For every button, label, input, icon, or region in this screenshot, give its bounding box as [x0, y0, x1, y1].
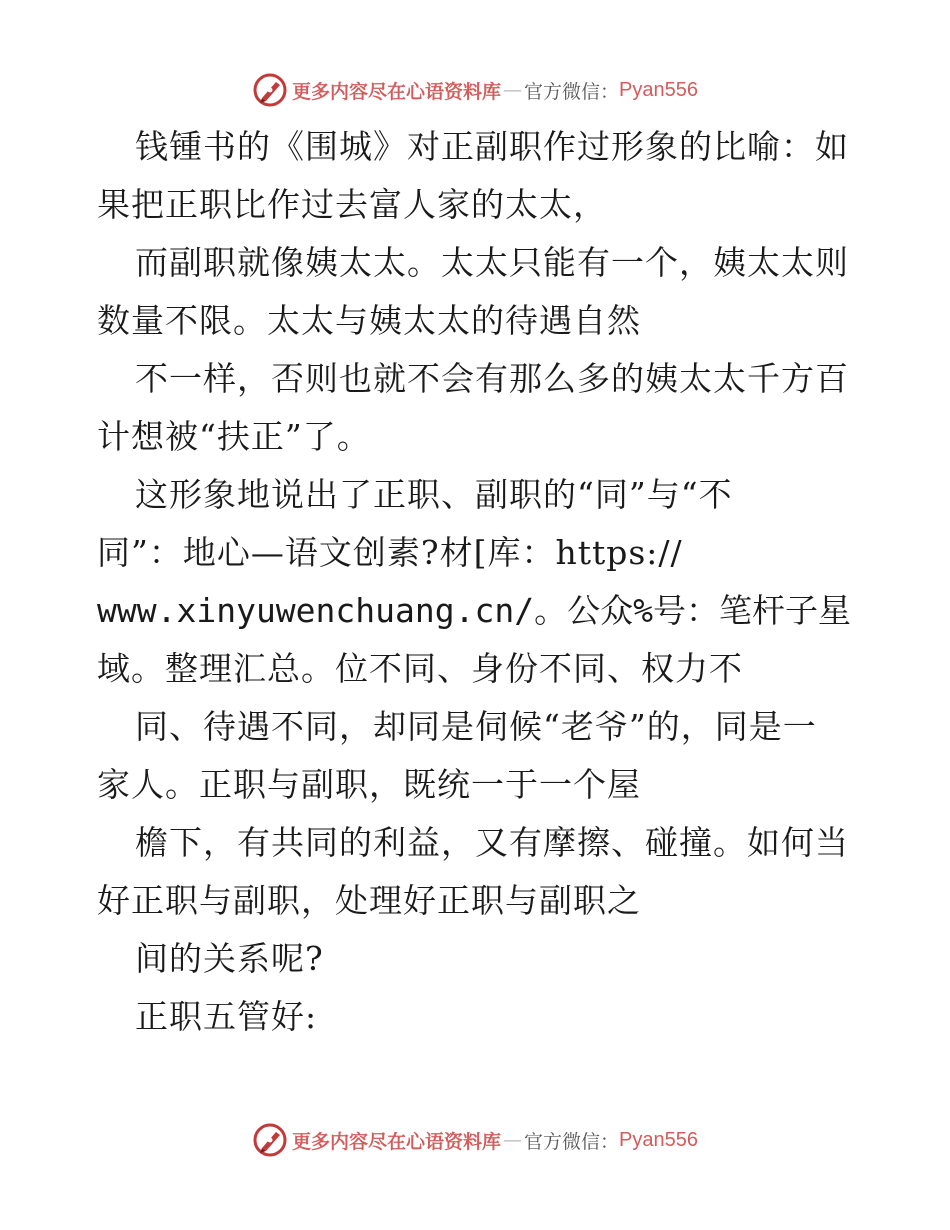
banner-wechat-label: 官方微信： — [524, 1130, 620, 1153]
body-line: 间的关系呢? — [135, 939, 324, 978]
body-line: 钱锺书的《围城》对正副职作过形象的比喻：如 — [135, 127, 849, 166]
header-banner-inner — [252, 72, 698, 108]
pen-logo-icon — [252, 1122, 288, 1158]
body-line: 这形象地说出了正职、副职的“同”与“不 — [135, 475, 733, 514]
banner-dash: — — [503, 79, 523, 101]
body-line: 家人。正职与副职，既统一于一个屋 — [97, 765, 641, 804]
body-line: 同、待遇不同，却同是伺候“老爷”的，同是一 — [135, 707, 817, 746]
body-line: 果把正职比作过去富人家的太太， — [97, 185, 607, 224]
banner-wechat-id: Pyan556 — [619, 1128, 698, 1151]
body-line: 计想被“扶正”了。 — [97, 417, 371, 456]
body-line: 好正职与副职，处理好正职与副职之 — [97, 881, 641, 920]
footer-banner-inner — [252, 1122, 698, 1158]
banner-title: 更多内容尽在心语资料库 — [292, 1130, 502, 1153]
body-line: 同”：地心—语文创素?材[库：https:// — [97, 533, 683, 572]
body-line: 域。整理汇总。位不同、身份不同、权力不 — [97, 649, 743, 688]
banner-dash: — — [503, 1129, 523, 1151]
header-banner — [0, 70, 950, 110]
body-line: 数量不限。太太与姨太太的待遇自然 — [97, 301, 641, 340]
banner-wechat-id: Pyan556 — [619, 78, 698, 101]
banner-title: 更多内容尽在心语资料库 — [292, 80, 502, 103]
footer-banner — [0, 1120, 950, 1160]
pen-logo-icon — [252, 72, 288, 108]
document-body — [97, 118, 857, 1046]
body-line: 正职五管好: — [135, 997, 318, 1036]
body-line: www.xinyuwenchuang.cn/。公众%号：笔杆子星 — [97, 591, 851, 630]
body-line: 不一样，否则也就不会有那么多的姨太太千方百 — [135, 359, 849, 398]
body-line: 檐下，有共同的利益，又有摩擦、碰撞。如何当 — [135, 823, 849, 862]
banner-wechat-label: 官方微信： — [524, 80, 620, 103]
body-line: 而副职就像姨太太。太太只能有一个，姨太太则 — [135, 243, 849, 282]
